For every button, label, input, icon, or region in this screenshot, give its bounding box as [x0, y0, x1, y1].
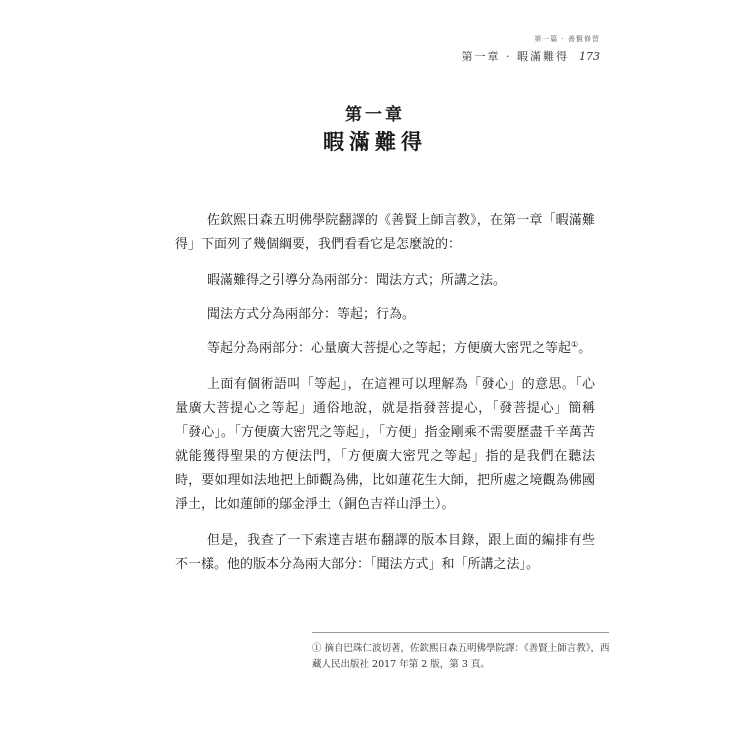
paragraph-3: 聞法方式分為兩部分：等起；行為。 [207, 307, 416, 322]
footnote-divider [312, 632, 609, 633]
footnote [312, 641, 612, 673]
footnote-reference[interactable]: ① [571, 340, 579, 349]
paragraph-2: 暇滿難得之引導分為兩部分：聞法方式；所講之法。 [207, 273, 507, 288]
paragraph-6: 但是，我查了一下索達吉堪布翻譯的版本目錄，跟上面的編排有些不一樣。他的版本分為兩大部分：「聞法方式」和「所講之法」。 [175, 533, 595, 572]
chapter-title: 暇滿難得 [323, 129, 427, 154]
running-head-chapter: 第一章 · 暇滿難得 [461, 50, 569, 63]
paragraph-4-end: 。 [578, 341, 592, 356]
paragraph-4-text: 等起分為兩部分：心量廣大菩提心之等起；方便廣大密咒之等起 [207, 341, 572, 356]
body-text [175, 209, 595, 589]
footnote-text: 摘自巴珠仁波切著，佐欽熙日森五明佛學院譯：《善賢上師言教》，西藏人民出版社 2017 年第 2 版，第 3 頁。 [312, 643, 610, 670]
footnote-marker: ① [312, 643, 322, 654]
page-number: 173 [579, 50, 600, 63]
paragraph-1: 佐欽熙日森五明佛學院翻譯的《善賢上師言教》，在第一章「暇滿難得」下面列了幾個綱要，我們看看它是怎麼說的： [175, 213, 595, 252]
running-head [462, 34, 601, 64]
paragraph-4 [175, 337, 595, 361]
chapter-label: 第一章 [345, 105, 405, 125]
running-head-part: 第一篇 · 善賢修習 [534, 35, 600, 43]
running-head-chapter-line [462, 48, 601, 64]
paragraph-5: 上面有個術語叫「等起」，在這裡可以理解為「發心」的意思。「心量廣大菩提心之等起」通俗地說，就是指發菩提心，「發菩提心」簡稱「發心」。「方便廣大密咒之等起」，「方便」指金剛乘不需要歷盡千辛萬苦就能獲得聖果的方便法門，「方便廣大密咒之等起」指的是我們在聽法時，要如理如法地把上師觀為佛，比如蓮花生大師，把所處之境觀為佛國淨土，比如蓮師的鄔金淨土（銅色吉祥山淨土）。 [175, 377, 595, 512]
